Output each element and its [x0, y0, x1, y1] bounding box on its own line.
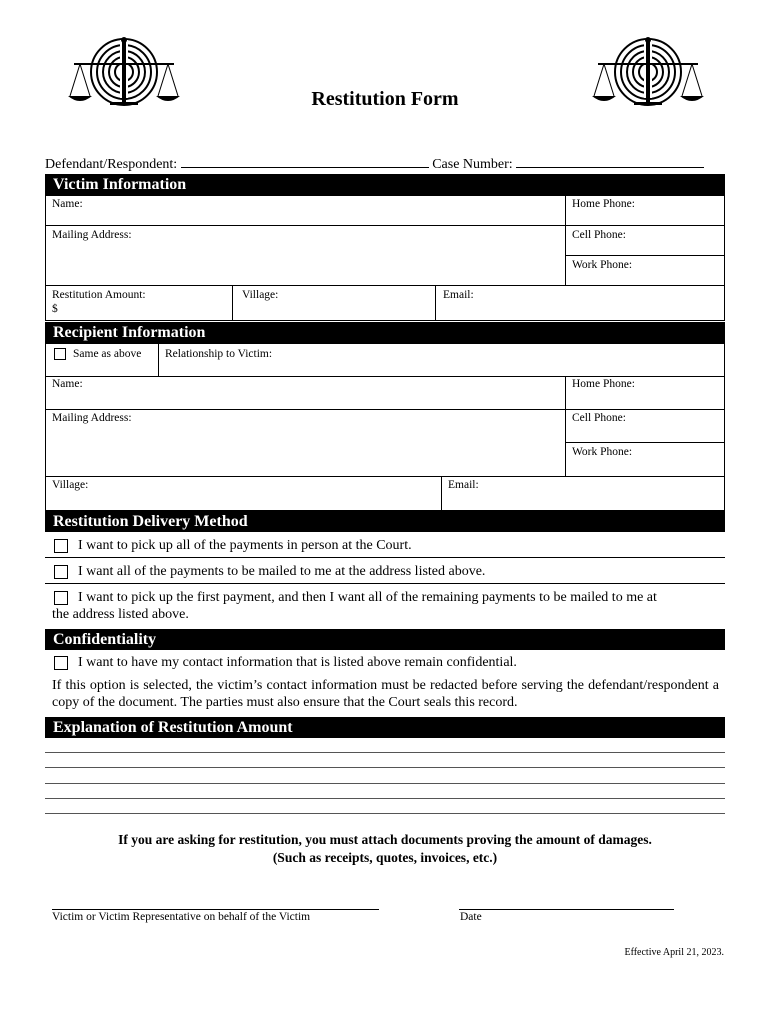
explanation-line-4[interactable] — [45, 798, 725, 799]
victim-signature-line[interactable] — [52, 909, 379, 910]
victim-name-field[interactable]: Name: — [52, 198, 83, 210]
recipient-name-field[interactable]: Name: — [52, 378, 83, 390]
attachment-notice-line1: If you are asking for restitution, you must attach documents proving the amount of damages. — [118, 832, 652, 847]
date-label: Date — [460, 911, 482, 923]
recipient-village-field[interactable]: Village: — [52, 479, 89, 491]
header-line — [45, 153, 725, 173]
pickup-first-label-line2: the address listed above. — [52, 607, 189, 622]
recipient-info-box — [45, 343, 725, 511]
pickup-first-checkbox[interactable] — [54, 591, 68, 605]
victim-village-field[interactable]: Village: — [242, 289, 279, 301]
pickup-first-label-line1: I want to pick up the first payment, and then I want all of the remaining payments to be mailed to me at — [78, 590, 657, 605]
explanation-section-heading: Explanation of Restitution Amount — [45, 717, 725, 738]
defendant-label: Defendant/Respondent: — [45, 157, 178, 172]
mail-all-label: I want all of the payments to be mailed to me at the address listed above. — [78, 564, 486, 579]
explanation-line-3[interactable] — [45, 783, 725, 784]
victim-work-phone-field[interactable]: Work Phone: — [572, 259, 633, 271]
victim-cell-phone-field[interactable]: Cell Phone: — [572, 229, 626, 241]
pickup-all-label: I want to pick up all of the payments in person at the Court. — [78, 538, 412, 553]
attachment-notice-line2: (Such as receipts, quotes, invoices, etc.) — [272, 850, 498, 865]
victim-signature-label: Victim or Victim Representative on behalf of the Victim — [52, 911, 311, 923]
explanation-line-2[interactable] — [45, 767, 725, 768]
form-title: Restitution Form — [311, 88, 459, 110]
victim-mailing-address-field[interactable]: Mailing Address: — [52, 229, 132, 241]
effective-date: Effective April 21, 2023. — [624, 947, 724, 958]
delivery-section-heading: Restitution Delivery Method — [45, 511, 725, 532]
dollar-sign: $ — [52, 303, 58, 315]
same-as-above-checkbox[interactable] — [54, 348, 66, 360]
recipient-mailing-address-field[interactable]: Mailing Address: — [52, 412, 132, 424]
explanation-line-5[interactable] — [45, 813, 725, 814]
recipient-section-heading: Recipient Information — [45, 322, 725, 343]
victim-info-box — [45, 195, 725, 321]
explanation-line-1[interactable] — [45, 752, 725, 753]
confidentiality-section-heading: Confidentiality — [45, 629, 725, 650]
defendant-field[interactable] — [181, 153, 429, 168]
recipient-work-phone-field[interactable]: Work Phone: — [572, 446, 633, 458]
recipient-email-field[interactable]: Email: — [448, 479, 479, 491]
victim-email-field[interactable]: Email: — [443, 289, 474, 301]
case-number-field[interactable] — [516, 153, 704, 168]
mail-all-checkbox[interactable] — [54, 565, 68, 579]
confidential-label: I want to have my contact information that is listed above remain confidential. — [78, 655, 517, 670]
restitution-amount-field[interactable]: Restitution Amount: — [52, 289, 146, 301]
victim-home-phone-field[interactable]: Home Phone: — [572, 198, 635, 210]
case-number-label: Case Number: — [432, 157, 513, 172]
recipient-cell-phone-field[interactable]: Cell Phone: — [572, 412, 626, 424]
pickup-all-checkbox[interactable] — [54, 539, 68, 553]
victim-section-heading: Victim Information — [45, 174, 725, 195]
recipient-home-phone-field[interactable]: Home Phone: — [572, 378, 635, 390]
confidential-checkbox[interactable] — [54, 656, 68, 670]
same-as-above-label: Same as above — [73, 348, 142, 360]
relationship-field[interactable]: Relationship to Victim: — [165, 348, 273, 360]
date-line[interactable] — [459, 909, 674, 910]
confidentiality-note: If this option is selected, the victim’s contact information must be redacted before serving the defendant/respondent a copy of the document. The parties must also ensure that the Court seals this record. — [52, 678, 719, 710]
